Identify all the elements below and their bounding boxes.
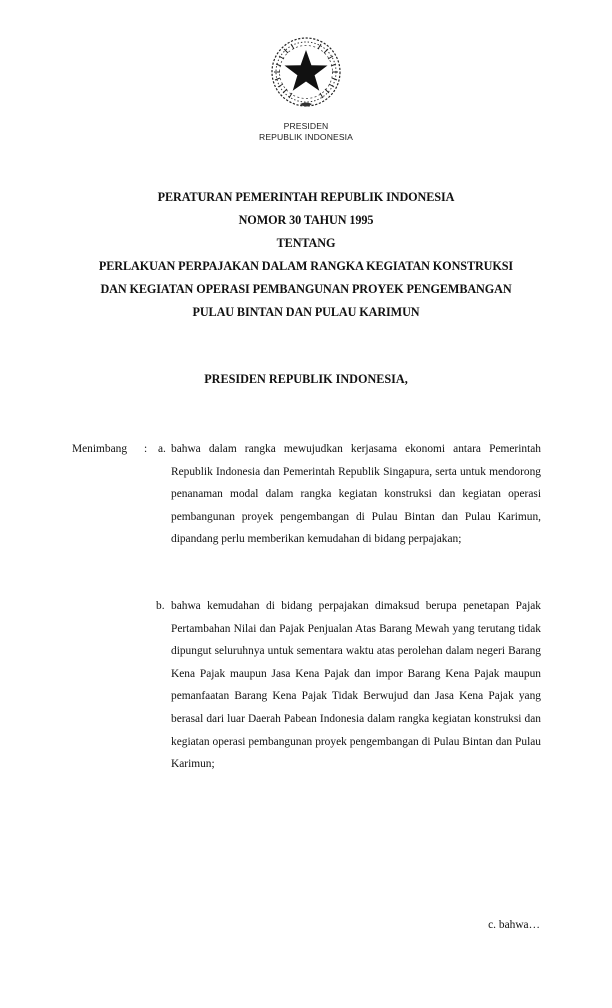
consideration-a-text: bahwa dalam rangka mewujudkan kerjasama ekonomi antara Pemerintah Republik Indonesia dan Pemerintah Republik Singapura, serta untuk mendorong penanaman modal dalam rangka kegiatan konstruksi dan kegiatan operasi pembangunan proyek pengembangan di Pulau Bintan dan Pulau Karimun, dipandang perlu memberikan kemudahan di bidang perpajakan; [171,443,541,546]
regulation-title [0,186,612,324]
title-line-regulation: PERATURAN PEMERINTAH REPUBLIK INDONESIA [157,190,455,204]
title-line-subject-2: DAN KEGIATAN OPERASI PEMBANGUNAN PROYEK PENGEMBANGAN [100,282,512,296]
considerations-colon: : [144,443,148,455]
title-line-subject-3: PULAU BINTAN DAN PULAU KARIMUN [192,305,420,319]
emblem-caption-president: PRESIDEN [283,121,329,131]
presidential-emblem-icon [264,34,348,114]
page-continuation-marker: c. bahwa… [488,919,540,931]
consideration-b-letter: b. [156,600,165,612]
emblem-caption-republic: REPUBLIK INDONESIA [259,132,353,142]
president-heading: PRESIDEN REPUBLIK INDONESIA, [204,372,408,386]
consideration-a-letter: a. [158,443,166,455]
considerations-label: Menimbang [72,443,128,455]
title-line-number: NOMOR 30 TAHUN 1995 [238,213,374,227]
consideration-b-text: bahwa kemudahan di bidang perpajakan dimaksud berupa penetapan Pajak Pertambahan Nilai dan Pajak Penjualan Atas Barang Mewah yang terutang tidak dipungut seluruhnya untuk sementara waktu atas perolehan dalam negeri Barang Kena Pajak maupun Jasa Kena Pajak dan impor Barang Kena Pajak maupun pemanfaatan Barang Kena Pajak Tidak Berwujud dan Jasa Kena Pajak yang berasal dari luar Daerah Pabean Indonesia dalam rangka kegiatan konstruksi dan kegiatan operasi pembangunan proyek pengembangan di Pulau Bintan dan Pulau Karimun; [171,600,541,771]
title-line-about: TENTANG [276,236,336,250]
title-line-subject-1: PERLAKUAN PERPAJAKAN DALAM RANGKA KEGIATAN KONSTRUKSI [98,259,514,273]
